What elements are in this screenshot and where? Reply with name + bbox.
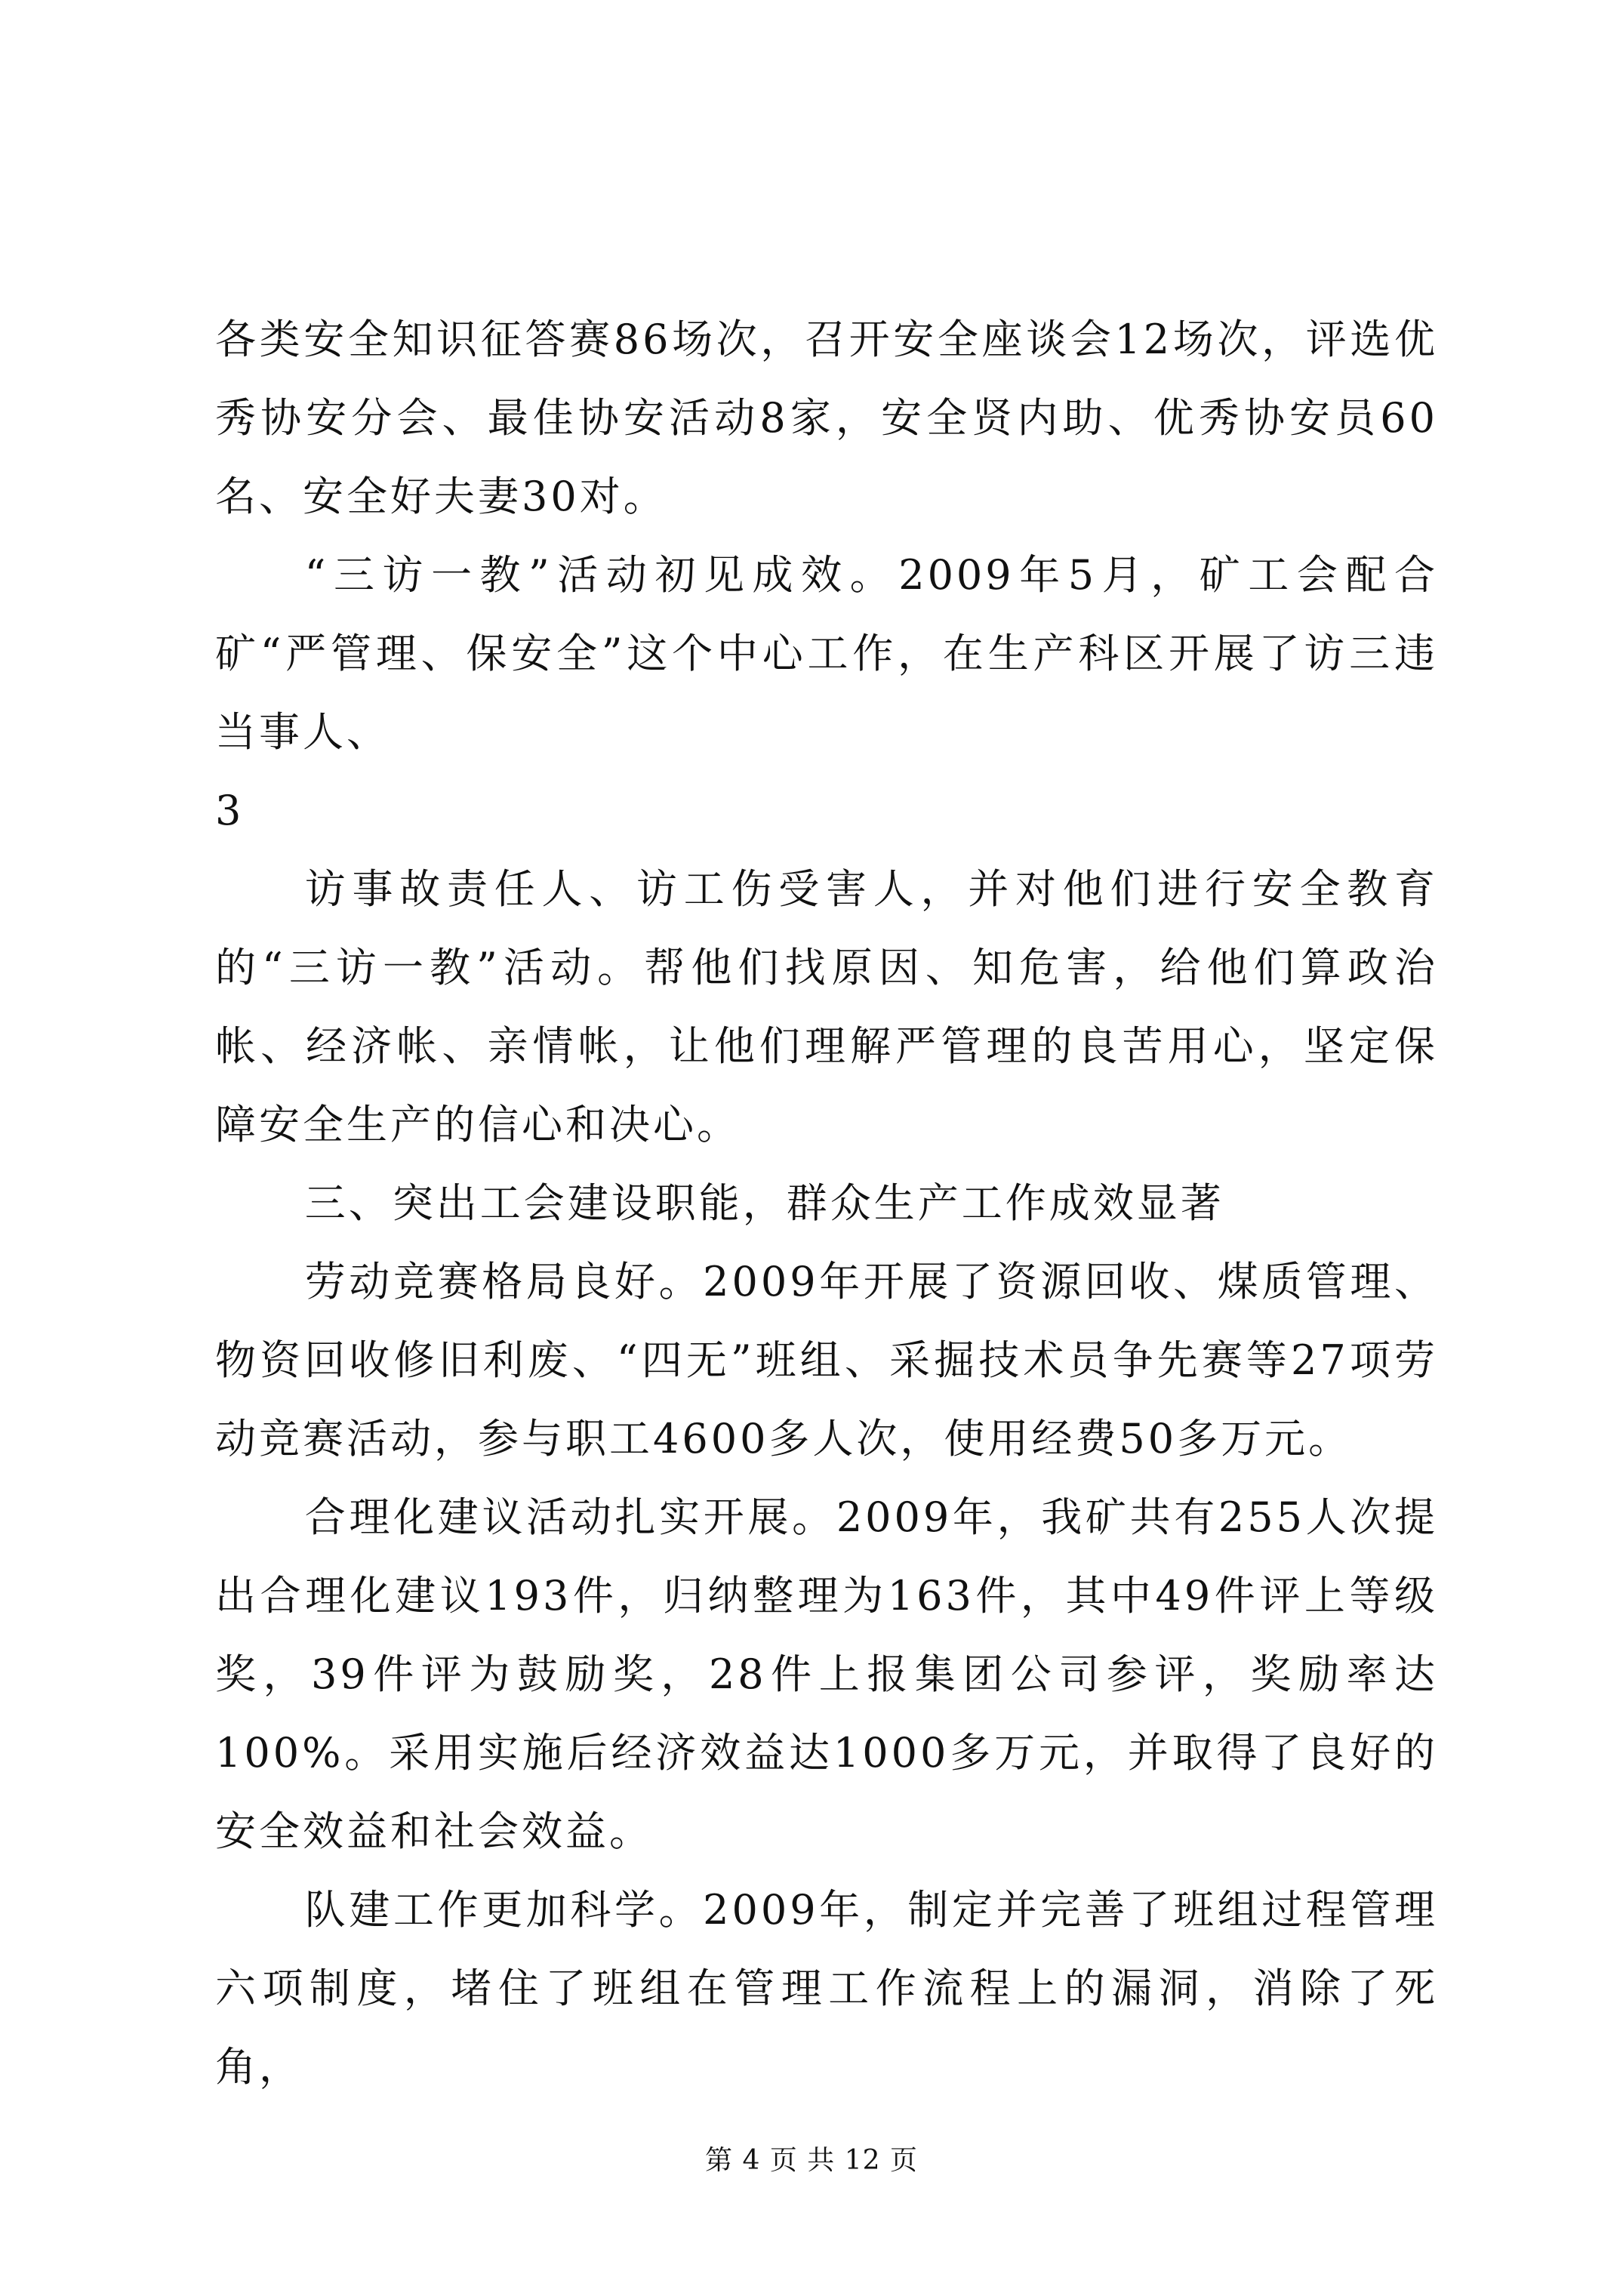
paragraph-5: 合理化建议活动扎实开展。2009年，我矿共有255人次提出合理化建议193件，归纳整理为163件，其中49件评上等级奖，39件评为鼓励奖，28件上报集团公司参评，奖励率达100%。采用实施后经济效益达1000多万元，并取得了良好的安全效益和社会效益。 bbox=[215, 1493, 1438, 1855]
paragraph-1: 各类安全知识征答赛86场次，召开安全座谈会12场次，评选优秀协安分会、最佳协安活动8家，安全贤内助、优秀协安员60名、安全好夫妻30对。 bbox=[215, 316, 1438, 520]
page-footer bbox=[0, 2143, 1623, 2179]
section-heading: 三、突出工会建设职能，群众生产工作成效显著 bbox=[304, 1179, 1224, 1227]
paragraph-4: 劳动竞赛格局良好。2009年开展了资源回收、煤质管理、物资回收修旧利废、“四无”班组、采掘技术员争先赛等27项劳动竞赛活动，参与职工4600多人次，使用经费50多万元。 bbox=[215, 1258, 1438, 1462]
page-number-label: 第 4 页 共 12 页 bbox=[705, 2145, 918, 2176]
paragraph-3: 访事故责任人、访工伤受害人，并对他们进行安全教育的“三访一教”活动。帮他们找原因、知危害，给他们算政治帐、经济帐、亲情帐，让他们理解严管理的良苦用心，坚定保障安全生产的信心和决心。 bbox=[215, 865, 1438, 1148]
paragraph-6: 队建工作更加科学。2009年，制定并完善了班组过程管理六项制度，堵住了班组在管理工作流程上的漏洞，消除了死角， bbox=[215, 1886, 1438, 2091]
page-break-number: 3 bbox=[215, 787, 245, 834]
body-text bbox=[215, 300, 1438, 2106]
paragraph-2: “三访一教”活动初见成效。2009年5月，矿工会配合矿“严管理、保安全”这个中心工作，在生产科区开展了访三违当事人、 bbox=[215, 551, 1438, 756]
